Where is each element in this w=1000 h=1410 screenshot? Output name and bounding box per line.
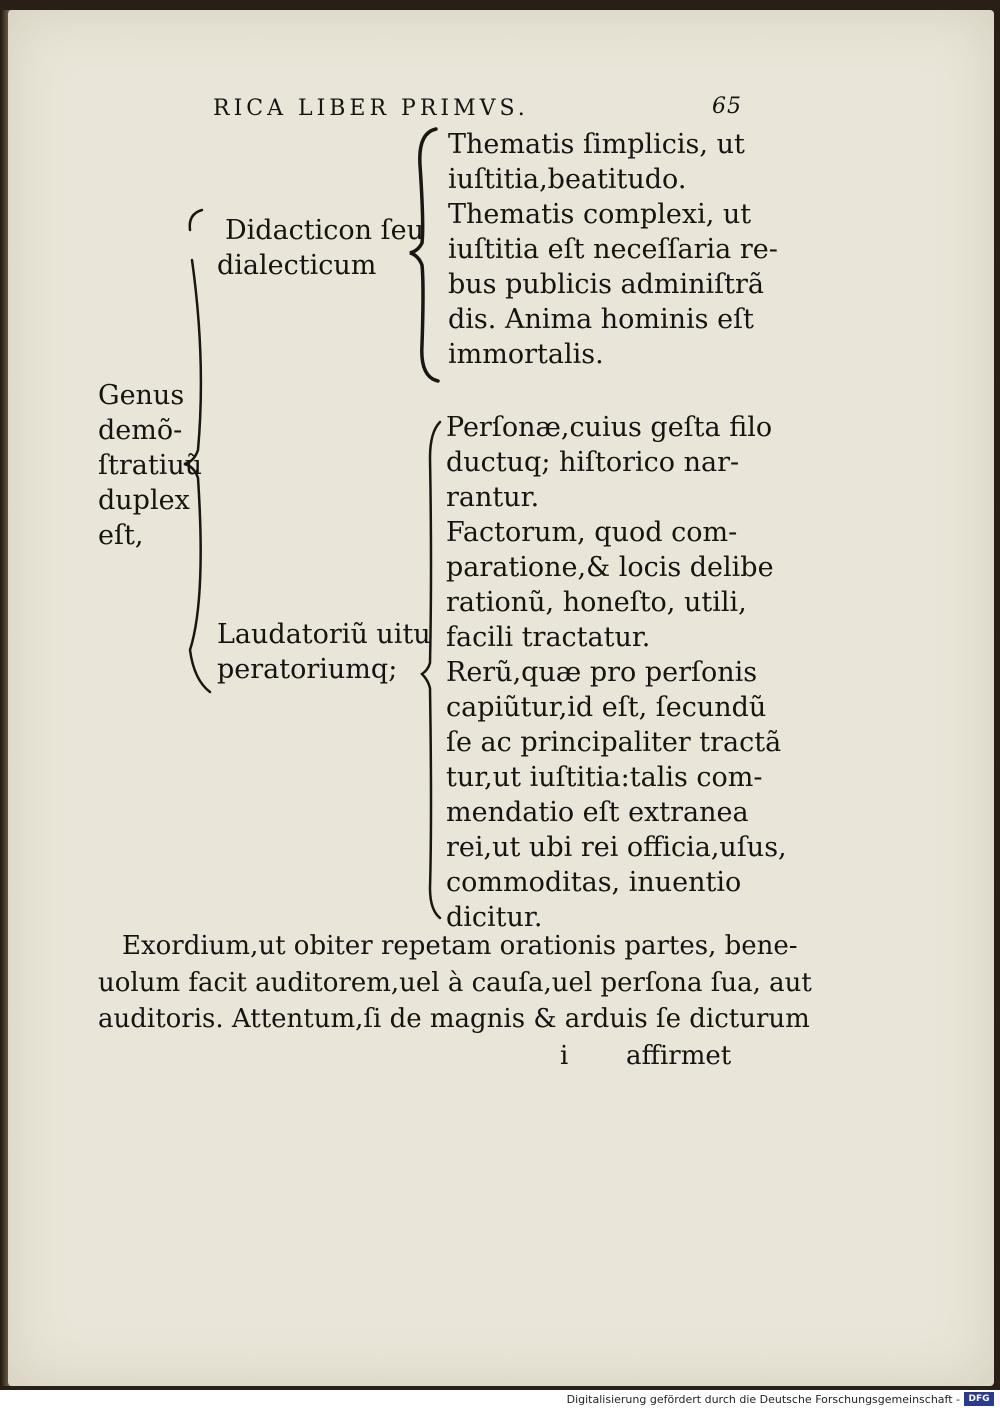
- branch2-line: Factorum, quod com-: [446, 517, 738, 548]
- root-line: ſtratiuũ: [98, 450, 203, 481]
- branch2-line: Perſonæ,cuius geſta filo: [446, 412, 773, 443]
- paragraph-line: uolum facit auditorem,uel à cauſa,uel perſona ſua, aut: [98, 968, 812, 998]
- branch1-line: iuſtitia eſt neceſſaria re-: [448, 234, 778, 265]
- root-line: eſt,: [98, 520, 144, 551]
- root-line: demõ-: [98, 415, 183, 446]
- page-number: 65: [712, 94, 742, 119]
- branch2-line: dicitur.: [446, 902, 543, 933]
- running-title: RICA LIBER PRIMVS.: [213, 96, 529, 121]
- branch1-line: dis. Anima hominis eſt: [448, 304, 754, 335]
- branch2-line: commoditas, inuentio: [446, 867, 742, 898]
- branch1-brace: [408, 125, 448, 387]
- branch2-line: rationũ, honeſto, utili,: [446, 587, 747, 618]
- signature-mark: i: [560, 1041, 569, 1071]
- branch2-line: Rerũ,quæ pro perſonis: [446, 657, 758, 688]
- branch2-line: facili tractatur.: [446, 622, 651, 653]
- branch1-line: immortalis.: [448, 339, 604, 370]
- branch2-line: rei,ut ubi rei officia,uſus,: [446, 832, 787, 863]
- branch1-line: Thematis ſimplicis, ut: [448, 129, 745, 160]
- root-line: duplex: [98, 485, 190, 516]
- footer-credit: Digitalisierung gefördert durch die Deutsche Forschungsgemeinschaft -: [566, 1393, 960, 1406]
- paragraph-line: Exordium,ut obiter repetam orationis partes, bene-: [122, 931, 798, 961]
- branch2-label-line: peratoriumq;: [217, 654, 398, 685]
- branch2-line: rantur.: [446, 482, 540, 513]
- catchword: affirmet: [626, 1041, 732, 1071]
- paragraph-line: auditoris. Attentum,ſi de magnis & arduis ſe dicturum: [98, 1004, 810, 1034]
- branch2-label-line: Laudatoriũ uitu: [217, 619, 431, 650]
- branch1-label-line: Didacticon ſeu: [225, 215, 424, 246]
- branch2-line: capiũtur,id eſt, ſecundũ: [446, 692, 767, 723]
- branch1-label-line: dialecticum: [217, 250, 377, 281]
- branch2-brace: [418, 418, 448, 923]
- dfg-logo-icon: DFG: [964, 1392, 994, 1406]
- branch2-line: mendatio eſt extranea: [446, 797, 749, 828]
- branch2-line: ſe ac principaliter tractã: [446, 727, 782, 758]
- branch2-line: tur,ut iuſtitia:talis com-: [446, 762, 763, 793]
- branch1-line: Thematis complexi, ut: [448, 199, 752, 230]
- branch2-line: paratione,& locis delibe: [446, 552, 774, 583]
- branch1-line: iuſtitia,beatitudo.: [448, 164, 687, 195]
- branch2-line: ductuq; hiſtorico nar-: [446, 447, 740, 478]
- main-brace: [180, 200, 220, 700]
- root-line: Genus: [98, 380, 185, 411]
- branch1-line: bus publicis adminiſtrã: [448, 269, 765, 300]
